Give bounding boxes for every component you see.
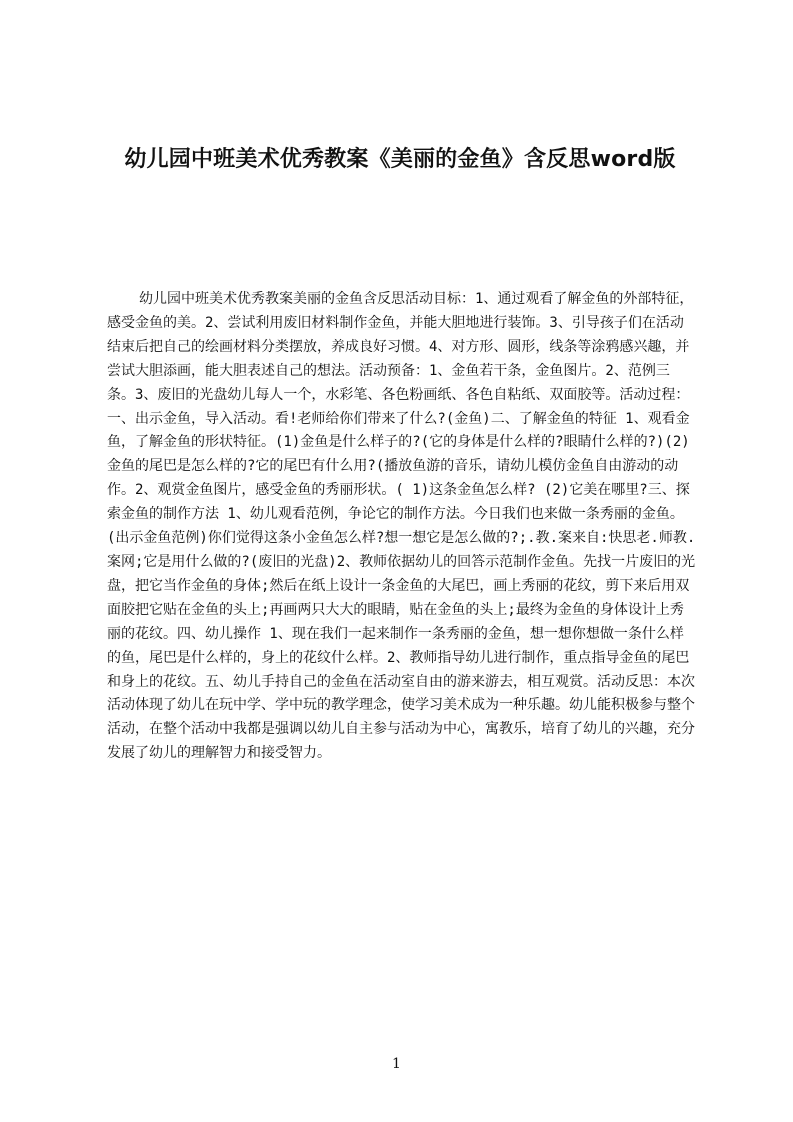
page-number: 1	[392, 1056, 401, 1072]
document-title: 幼儿园中班美术优秀教案《美丽的金鱼》含反思word版	[124, 147, 676, 172]
body-paragraph: 幼儿园中班美术优秀教案美丽的金鱼含反思活动目标：1、通过观看了解金鱼的外部特征，感受金鱼的美。2、尝试利用废旧材料制作金鱼，并能大胆地进行装饰。3、引导孩子们在活动结束后把自己的绘画材料分类摆放，养成良好习惯。4、对方形、圆形，线条等涂鸦感兴趣，并尝试大胆添画，能大胆表述自己的想法。活动预备：1、金鱼若干条，金鱼图片。2、范例三条。3、废旧的光盘幼儿每人一个，水彩笔、各色粉画纸、各色自粘纸、双面胶等。活动过程：一、出示金鱼，导入活动。看!老师给你们带来了什么?(金鱼)二、了解金鱼的特征 1、观看金鱼，了解金鱼的形状特征。(1)金鱼是什么样子的?(它的身体是什么样的?眼睛什么样的?)(2)金鱼的尾巴是怎么样的?它的尾巴有什么用?(播放鱼游的音乐，请幼儿模仿金鱼自由游动的动作。2、观赏金鱼图片，感受金鱼的秀丽形状。( 1)这条金鱼怎么样? (2)它美在哪里?三、探索金鱼的制作方法 1、幼儿观看范例，争论它的制作方法。今日我们也来做一条秀丽的金鱼。(出示金鱼范例)你们觉得这条小金鱼怎么样?想一想它是怎么做的?;.教.案来自:快思老.师教.案网;它是用什么做的?(废旧的光盘)2、教师依据幼儿的回答示范制作金鱼。先找一片废旧的光盘，把它当作金鱼的身体;然后在纸上设计一条金鱼的大尾巴，画上秀丽的花纹，剪下来后用双面胶把它贴在金鱼的头上;再画两只大大的眼睛，贴在金鱼的头上;最终为金鱼的身体设计上秀丽的花纹。四、幼儿操作 1、现在我们一起来制作一条秀丽的金鱼，想一想你想做一条什么样的鱼，尾巴是什么样的，身上的花纹什么样。2、教师指导幼儿进行制作，重点指导金鱼的尾巴和身上的花纹。五、幼儿手持自己的金鱼在活动室自由的游来游去，相互观赏。活动反思：本次活动体现了幼儿在玩中学、学中玩的教学理念，使学习美术成为一种乐趣。幼儿能积极参与整个活动，在整个活动中我都是强调以幼儿自主参与活动为中心，寓教乐，培育了幼儿的兴趣，充分发展了幼儿的理解智力和接受智力。	[107, 291, 696, 762]
